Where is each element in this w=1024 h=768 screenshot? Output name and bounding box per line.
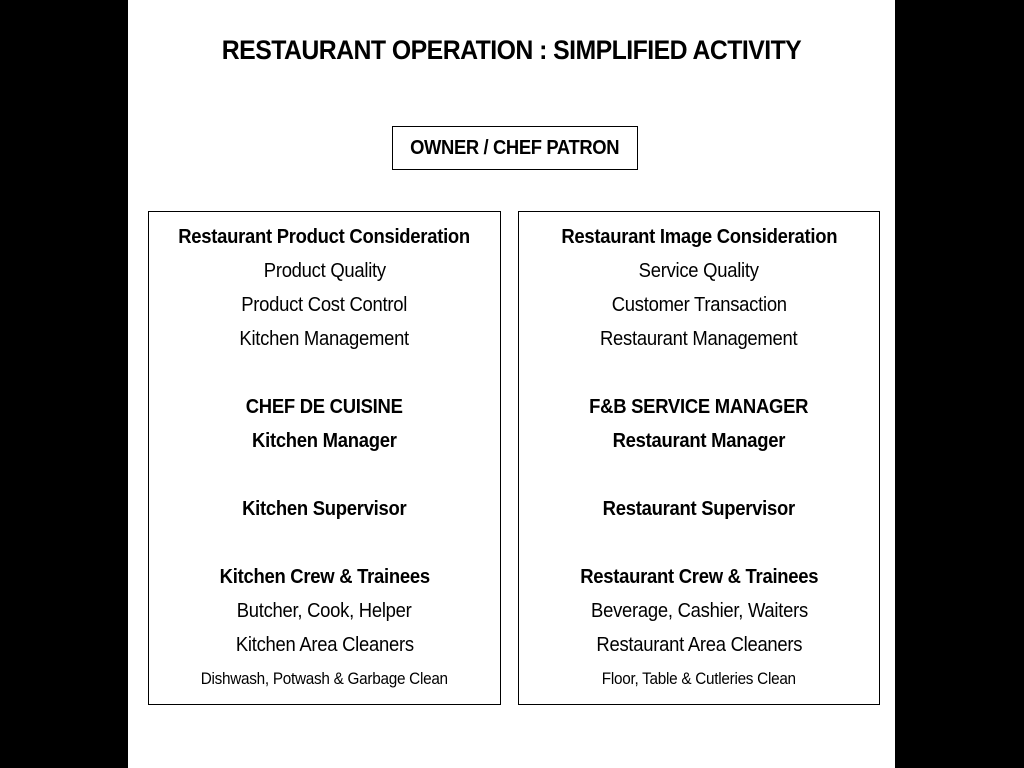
restaurant-column-box [518, 211, 880, 705]
kitchen-item: Product Cost Control [241, 293, 408, 316]
restaurant-cleaners: Restaurant Area Cleaners [596, 633, 802, 656]
restaurant-supervisor: Restaurant Supervisor [602, 497, 796, 520]
kitchen-cleaning-tasks: Dishwash, Potwash & Garbage Clean [200, 669, 449, 688]
restaurant-crew-roles: Beverage, Cashier, Waiters [590, 599, 808, 622]
restaurant-heading: Restaurant Image Consideration [561, 225, 837, 248]
kitchen-supervisor: Kitchen Supervisor [242, 497, 407, 520]
kitchen-item: Product Quality [263, 259, 386, 282]
kitchen-item: Kitchen Management [239, 327, 410, 350]
restaurant-item: Service Quality [638, 259, 760, 282]
kitchen-cleaners: Kitchen Area Cleaners [235, 633, 414, 656]
kitchen-heading: Restaurant Product Consideration [178, 225, 471, 248]
kitchen-crew-roles: Butcher, Cook, Helper [237, 599, 412, 622]
restaurant-item: Restaurant Management [600, 327, 798, 350]
owner-label: OWNER / CHEF PATRON [410, 136, 620, 159]
restaurant-role-title: F&B SERVICE MANAGER [589, 395, 809, 418]
restaurant-role-subtitle: Restaurant Manager [612, 429, 786, 452]
restaurant-crew: Restaurant Crew & Trainees [579, 565, 819, 588]
slide [128, 0, 895, 768]
kitchen-column-box [148, 211, 501, 705]
kitchen-role-title: CHEF DE CUISINE [246, 395, 403, 418]
restaurant-item: Customer Transaction [611, 293, 787, 316]
restaurant-cleaning-tasks: Floor, Table & Cutleries Clean [601, 669, 797, 688]
page-title: RESTAURANT OPERATION : SIMPLIFIED ACTIVITY [221, 35, 802, 65]
owner-box [392, 126, 638, 170]
kitchen-role-subtitle: Kitchen Manager [252, 429, 397, 452]
kitchen-crew: Kitchen Crew & Trainees [219, 565, 430, 588]
